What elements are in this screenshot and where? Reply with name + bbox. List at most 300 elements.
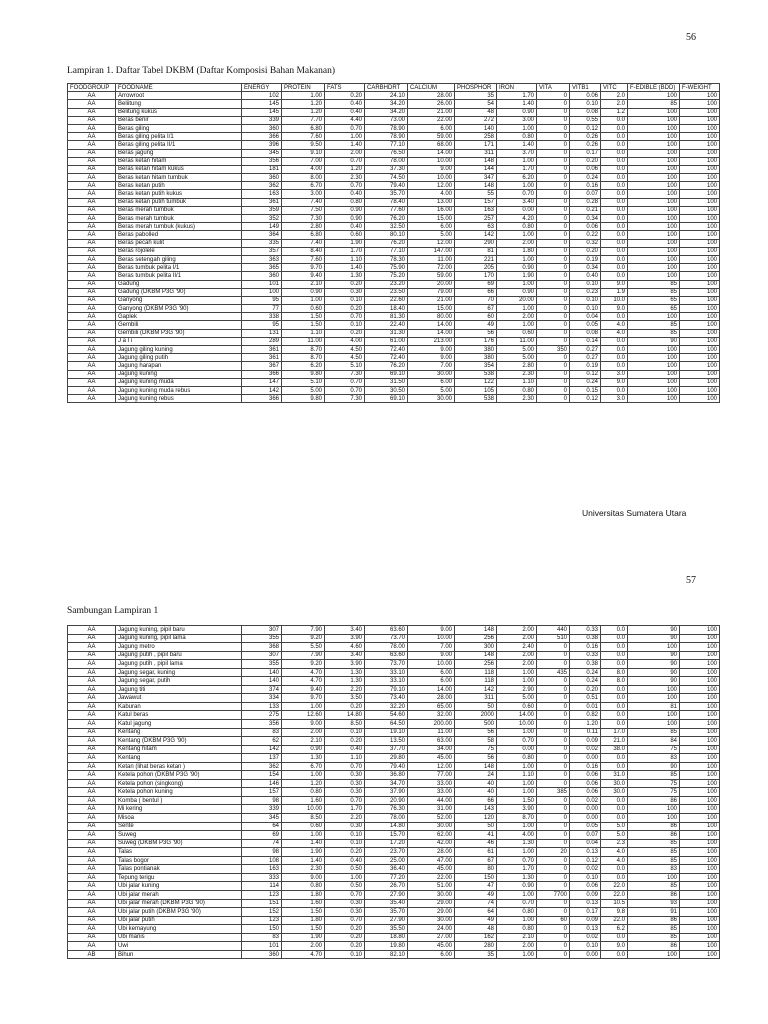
table-cell: 0.10	[570, 305, 601, 313]
table-cell: 14.00	[497, 711, 537, 720]
column-header: IRON	[497, 84, 537, 92]
table-row	[68, 660, 720, 669]
table-cell: AA	[68, 386, 116, 394]
table-cell: 98	[242, 848, 282, 857]
table-cell: 3.0	[601, 395, 628, 403]
table-cell: 78.90	[365, 133, 408, 141]
table-cell: 9.00	[408, 346, 455, 354]
table-cell: 1.9	[601, 288, 628, 296]
table-cell: 7.00	[282, 157, 325, 165]
table-cell: 0.09	[570, 890, 601, 899]
table-cell: 74	[455, 899, 497, 908]
table-cell: 2.80	[282, 223, 325, 231]
table-cell: 0.12	[570, 395, 601, 403]
table-cell: 1.00	[325, 873, 365, 882]
table-cell: 37.90	[365, 788, 408, 797]
table-cell: 362	[242, 182, 282, 190]
table-cell: 100	[680, 643, 720, 652]
table-cell: 1.80	[282, 890, 325, 899]
table-cell: AA	[68, 313, 116, 321]
table-cell: 85	[628, 839, 680, 848]
table-cell: 0.34	[570, 264, 601, 272]
table-row	[68, 856, 720, 865]
table-cell: 41	[455, 831, 497, 840]
table-cell: 0	[537, 779, 570, 788]
table-cell: AA	[68, 771, 116, 780]
table-cell: AA	[68, 206, 116, 214]
table-cell: 1.00	[282, 831, 325, 840]
table-cell: 67	[455, 305, 497, 313]
table-cell: 100	[628, 190, 680, 198]
table-cell: 0	[537, 839, 570, 848]
table-cell: 59.00	[408, 133, 455, 141]
table-cell: 0.0	[601, 239, 628, 247]
table-cell: 0	[537, 762, 570, 771]
table-cell: 2.0	[601, 92, 628, 100]
table-cell: 1.10	[325, 255, 365, 263]
table-cell: 3.90	[325, 634, 365, 643]
table-cell: AA	[68, 805, 116, 814]
table-cell: 0.20	[325, 329, 365, 337]
table-cell: 9.0	[601, 942, 628, 951]
table-cell: 9.40	[282, 685, 325, 694]
table-cell: AA	[68, 702, 116, 711]
table-cell: 33.00	[408, 779, 455, 788]
table-cell: 0.20	[325, 925, 365, 934]
table-cell: AA	[68, 873, 116, 882]
table-cell: AA	[68, 890, 116, 899]
table-cell: 0.20	[325, 933, 365, 942]
table-cell: 64.50	[365, 720, 408, 729]
table-cell: 1.00	[497, 950, 537, 959]
table-cell: 2.80	[497, 362, 537, 370]
table-cell: 311	[455, 694, 497, 703]
table-cell: 67	[455, 856, 497, 865]
table-cell: 100	[680, 685, 720, 694]
table-cell: 14.00	[408, 685, 455, 694]
table-cell: Ubi kemayung	[116, 925, 242, 934]
table-cell: 163	[242, 865, 282, 874]
table-cell: 0.0	[601, 814, 628, 823]
column-header: F-EDIBLE (BDD)	[628, 84, 680, 92]
table-cell: 0	[537, 264, 570, 272]
table-cell: 0.33	[570, 651, 601, 660]
table-cell: AA	[68, 92, 116, 100]
table-cell: 100	[628, 116, 680, 124]
table-cell: 78.00	[365, 643, 408, 652]
table-cell: 14.00	[408, 329, 455, 337]
table-cell: AA	[68, 239, 116, 247]
table-cell: 0.70	[325, 124, 365, 132]
table-cell: 76.20	[365, 362, 408, 370]
table-cell: 14.80	[365, 822, 408, 831]
table-cell: 100	[680, 839, 720, 848]
table-cell: 1.50	[282, 925, 325, 934]
table-cell: 0.70	[325, 386, 365, 394]
table-row	[68, 247, 720, 255]
table-cell: 352	[242, 215, 282, 223]
table-cell: Jagung kuning, pipil lama	[116, 634, 242, 643]
table-cell: 1.00	[497, 668, 537, 677]
table-cell: Jagung harapan	[116, 362, 242, 370]
table-cell: Suweg (DKBM P3G '90)	[116, 839, 242, 848]
table-cell: 307	[242, 626, 282, 635]
table-cell: 90	[628, 660, 680, 669]
table-row	[68, 165, 720, 173]
table-row	[68, 223, 720, 231]
table-cell: 4.60	[325, 643, 365, 652]
table-cell: 0.10	[325, 728, 365, 737]
table-cell: 339	[242, 116, 282, 124]
table-cell: AA	[68, 346, 116, 354]
table-cell: 72.40	[365, 354, 408, 362]
table-cell: 90	[628, 668, 680, 677]
table-cell: AA	[68, 728, 116, 737]
table-cell: 0.17	[570, 149, 601, 157]
table-row	[68, 677, 720, 686]
table-cell: 54	[455, 100, 497, 108]
table-cell: 65	[628, 296, 680, 304]
table-cell: 1.00	[497, 762, 537, 771]
table-cell: 0.0	[601, 354, 628, 362]
table-cell: AA	[68, 856, 116, 865]
table-cell: 359	[242, 206, 282, 214]
table-cell: 7.90	[282, 651, 325, 660]
table-cell: 100	[680, 362, 720, 370]
table-cell: 0.0	[601, 685, 628, 694]
table-cell: 1.00	[497, 305, 537, 313]
table-cell: 78.30	[365, 255, 408, 263]
column-header: FOODNAME	[116, 84, 242, 92]
table-cell: 0.80	[497, 925, 537, 934]
table-cell: 0.90	[325, 215, 365, 223]
table-cell: Jagung segar, kuning	[116, 668, 242, 677]
table-cell: 0.00	[570, 754, 601, 763]
table-row	[68, 651, 720, 660]
table-cell: AA	[68, 788, 116, 797]
table-cell: 0	[537, 395, 570, 403]
table-cell: 200.00	[408, 720, 455, 729]
table-cell: Kentang hitam	[116, 745, 242, 754]
table-cell: 64	[455, 908, 497, 917]
table-cell: 1.20	[282, 100, 325, 108]
table-cell: 63	[455, 223, 497, 231]
table-cell: Beras jagung	[116, 149, 242, 157]
table-cell: 334	[242, 694, 282, 703]
table-cell: 19.10	[365, 728, 408, 737]
table-cell: 0.0	[601, 651, 628, 660]
table-cell: 339	[242, 805, 282, 814]
table-cell: 0.70	[325, 916, 365, 925]
table-cell: 1.40	[282, 839, 325, 848]
table-cell: 0	[537, 814, 570, 823]
table-cell: 84	[628, 737, 680, 746]
table-cell: 0.30	[325, 822, 365, 831]
table-cell: 90	[628, 651, 680, 660]
table-cell: 24	[455, 771, 497, 780]
table-row	[68, 933, 720, 942]
table-cell: 366	[242, 370, 282, 378]
table-cell: AA	[68, 321, 116, 329]
table-cell: 380	[455, 354, 497, 362]
table-cell: 0	[537, 157, 570, 165]
table-cell: 14.00	[408, 149, 455, 157]
table-cell: AB	[68, 950, 116, 959]
table-cell: 100	[680, 942, 720, 951]
table-cell: 0.60	[282, 305, 325, 313]
table-cell: 85	[628, 329, 680, 337]
table-row	[68, 206, 720, 214]
table-cell: 79.10	[365, 685, 408, 694]
table-cell: 86	[628, 831, 680, 840]
table-cell: 37.30	[365, 165, 408, 173]
table-row	[68, 950, 720, 959]
table-cell: 0.70	[497, 190, 537, 198]
table-cell: 9.0	[601, 280, 628, 288]
table-cell: 1.10	[497, 378, 537, 386]
table-cell: 0.08	[570, 108, 601, 116]
table-cell: 100	[628, 174, 680, 182]
table-cell: AA	[68, 779, 116, 788]
table-cell: 4.50	[325, 354, 365, 362]
table-cell: Mi kering	[116, 805, 242, 814]
table-cell: AA	[68, 231, 116, 239]
table-cell: AA	[68, 677, 116, 686]
table-cell: 9.00	[408, 354, 455, 362]
table-cell: 7700	[537, 890, 570, 899]
table-cell: 0.30	[325, 288, 365, 296]
table-cell: 131	[242, 329, 282, 337]
table-cell: AA	[68, 141, 116, 149]
table-cell: 146	[242, 779, 282, 788]
table-cell: 0	[537, 174, 570, 182]
table-cell: 163	[455, 206, 497, 214]
table-cell: AA	[68, 899, 116, 908]
table-cell: Katul beras	[116, 711, 242, 720]
table-cell: 0.0	[601, 149, 628, 157]
table-cell: 77.10	[365, 247, 408, 255]
table-cell: 45.00	[408, 865, 455, 874]
table-cell: 0.00	[570, 805, 601, 814]
table-cell: 63.60	[365, 651, 408, 660]
table-cell: 100	[680, 124, 720, 132]
table-cell: 100	[680, 108, 720, 116]
table-row	[68, 116, 720, 124]
table-cell: AA	[68, 305, 116, 313]
table-cell: 0.70	[325, 890, 365, 899]
table-cell: 5.00	[497, 346, 537, 354]
table-cell: 100	[628, 141, 680, 149]
table-cell: 48	[455, 108, 497, 116]
table-cell: AA	[68, 848, 116, 857]
table-cell: Beras giling pelita I/1	[116, 133, 242, 141]
table-row	[68, 822, 720, 831]
table-cell: 30.00	[408, 822, 455, 831]
table-cell: 40	[455, 779, 497, 788]
table-cell: 1.00	[497, 848, 537, 857]
table-cell: 0.0	[601, 231, 628, 239]
table-cell: 0	[537, 321, 570, 329]
table-cell: 100	[628, 157, 680, 165]
table-row	[68, 796, 720, 805]
table-cell: 100	[680, 737, 720, 746]
table-cell: 100	[680, 848, 720, 857]
table-cell: Ubi jalar kuning	[116, 882, 242, 891]
table-cell: 0.70	[497, 856, 537, 865]
table-cell: 63.00	[408, 737, 455, 746]
table-cell: 151	[242, 899, 282, 908]
table-cell: 46	[455, 839, 497, 848]
table-cell: 27.00	[408, 933, 455, 942]
table-cell: 5.00	[408, 231, 455, 239]
table-cell: 64	[242, 822, 282, 831]
table-cell: 1.40	[497, 141, 537, 149]
column-header: PHOSPHOR	[455, 84, 497, 92]
table-cell: 11.00	[282, 337, 325, 345]
table-row	[68, 346, 720, 354]
table-cell: 1.00	[497, 157, 537, 165]
table-cell: 1.00	[497, 728, 537, 737]
table-cell: 335	[242, 239, 282, 247]
table-cell: 100	[680, 720, 720, 729]
table-cell: 18.80	[365, 933, 408, 942]
table-cell: 123	[242, 916, 282, 925]
table-cell: 5.10	[325, 362, 365, 370]
table-cell: 11.00	[497, 337, 537, 345]
university-footer: Universitas Sumatera Utara	[582, 508, 687, 518]
table-cell: 0.82	[570, 711, 601, 720]
table-cell: Jagung kuning, pipil baru	[116, 626, 242, 635]
table-cell: AA	[68, 149, 116, 157]
table-cell: 33.10	[365, 677, 408, 686]
table-cell: 60	[537, 916, 570, 925]
table-cell: 148	[455, 157, 497, 165]
table-cell: 0	[537, 206, 570, 214]
table-cell: 0.50	[325, 865, 365, 874]
table-cell: 0.0	[601, 702, 628, 711]
table-cell: 221	[455, 255, 497, 263]
table-cell: 1.00	[497, 124, 537, 132]
table-cell: 4.70	[282, 668, 325, 677]
table-cell: 0	[537, 329, 570, 337]
table-cell: 152	[242, 908, 282, 917]
table-cell: 0	[537, 239, 570, 247]
table-cell: 100	[680, 908, 720, 917]
table-row	[68, 762, 720, 771]
table-cell: Beras ketan hitam tumbuk	[116, 174, 242, 182]
table-cell: 142	[455, 685, 497, 694]
table-cell: 0	[537, 141, 570, 149]
table-cell: 140	[455, 124, 497, 132]
table-cell: 9.40	[282, 272, 325, 280]
table-cell: 100	[680, 190, 720, 198]
table-cell: 280	[455, 942, 497, 951]
table-cell: 0.0	[601, 337, 628, 345]
table-cell: 100	[680, 116, 720, 124]
table-cell: Kentang	[116, 754, 242, 763]
table-row	[68, 882, 720, 891]
table-cell: 100	[680, 865, 720, 874]
table-cell: 0	[537, 337, 570, 345]
table-cell: 85	[628, 933, 680, 942]
table-cell: 100	[680, 296, 720, 304]
table-cell: Tepung terigu	[116, 873, 242, 882]
table-cell: 100	[680, 933, 720, 942]
table-cell: Jagung putih , pipil baru	[116, 651, 242, 660]
table-cell: 51.00	[408, 882, 455, 891]
table-cell: 1.40	[325, 141, 365, 149]
table-cell: Talas	[116, 848, 242, 857]
table-cell: 1.80	[497, 247, 537, 255]
table-cell: 1.00	[282, 771, 325, 780]
table-cell: 69	[242, 831, 282, 840]
table-cell: 8.70	[282, 346, 325, 354]
table-cell: 12.00	[408, 239, 455, 247]
table-cell: 61	[455, 848, 497, 857]
table-cell: 0	[537, 728, 570, 737]
table-cell: 0.90	[497, 264, 537, 272]
table-cell: 100	[680, 370, 720, 378]
table-cell: 148	[455, 762, 497, 771]
table-cell: 0.04	[570, 313, 601, 321]
table-cell: 0.06	[570, 771, 601, 780]
table-cell: 140	[242, 668, 282, 677]
table-cell: 7.60	[282, 255, 325, 263]
table-cell: 0.13	[570, 899, 601, 908]
table-cell: 100	[680, 100, 720, 108]
table-cell: 350	[537, 346, 570, 354]
table-cell: 100	[680, 873, 720, 882]
table-cell: 1.90	[282, 848, 325, 857]
table-cell: 8.50	[325, 720, 365, 729]
table-cell: 0	[537, 223, 570, 231]
table-cell: AA	[68, 198, 116, 206]
table-cell: 73.00	[365, 116, 408, 124]
table-cell: AA	[68, 362, 116, 370]
table-cell: 100	[628, 133, 680, 141]
table-cell: 0.0	[601, 255, 628, 263]
table-cell: Komba ( bentul )	[116, 796, 242, 805]
table-cell: 0.0	[601, 124, 628, 132]
table-cell: 0.24	[570, 677, 601, 686]
table-cell: 345	[242, 814, 282, 823]
table-cell: Beliitung	[116, 100, 242, 108]
table-cell: 16.00	[408, 206, 455, 214]
table-cell: 100	[680, 762, 720, 771]
table-cell: 100	[680, 215, 720, 223]
table-cell: 4.00	[497, 831, 537, 840]
table-cell: 79.40	[365, 762, 408, 771]
table-cell: 148	[455, 651, 497, 660]
table-row	[68, 354, 720, 362]
table-cell: 98	[242, 796, 282, 805]
table-cell: 1.00	[325, 133, 365, 141]
table-cell: 21.00	[408, 296, 455, 304]
table-cell: 25.00	[365, 856, 408, 865]
table-cell: 47	[455, 882, 497, 891]
table-cell: 90	[628, 337, 680, 345]
table-cell: 100	[680, 925, 720, 934]
table-cell: 4.40	[325, 116, 365, 124]
table-cell: 93	[628, 899, 680, 908]
table-cell: 75	[628, 788, 680, 797]
table-cell: 30.00	[408, 890, 455, 899]
table-cell: 83	[242, 933, 282, 942]
table-cell: 100	[680, 771, 720, 780]
table-cell: 42.00	[408, 839, 455, 848]
table-cell: 0.13	[570, 925, 601, 934]
table-cell: 0.24	[570, 378, 601, 386]
